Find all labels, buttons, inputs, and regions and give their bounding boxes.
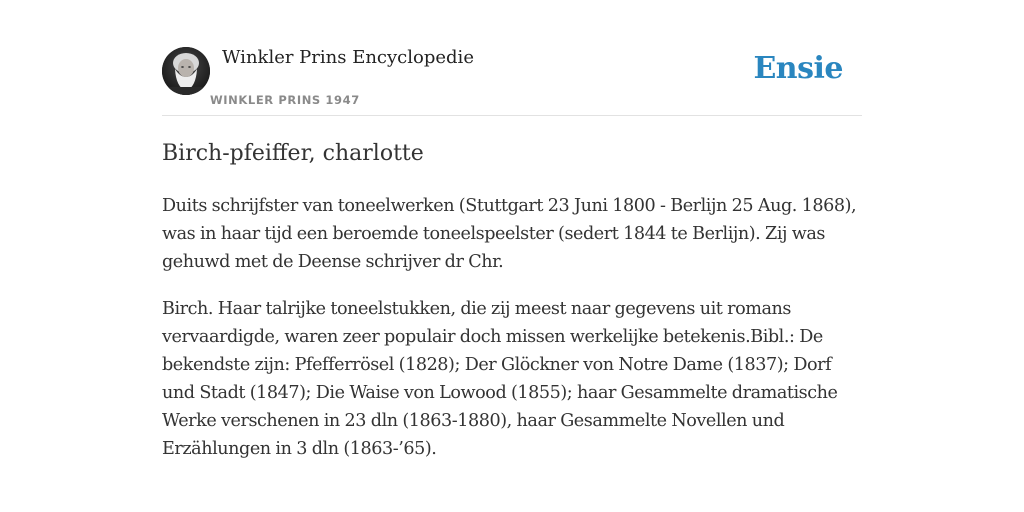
article-paragraph: Duits schrijfster van toneelwerken (Stuttgart 23 Juni 1800 - Berlijn 25 Aug. 1868), was in haar tijd een beroemde toneelspeelster (sedert 1844 te Berlijn). Zij was gehuwd met de Deense schrijver dr Chr. — [162, 196, 857, 272]
brand-logo[interactable]: Ensie — [753, 51, 843, 86]
source-label[interactable]: WINKLER PRINS 1947 — [210, 93, 360, 107]
page-title: Birch-pfeiffer, charlotte — [162, 141, 424, 166]
page — [162, 0, 862, 512]
avatar[interactable] — [162, 47, 210, 95]
site-title[interactable]: Winkler Prins Encyclopedie — [222, 47, 474, 68]
header — [162, 0, 862, 116]
article-paragraph: Birch. Haar talrijke toneelstukken, die zij meest naar gegevens uit romans vervaardigde, waren zeer populair doch missen werkelijke betekenis.Bibl.: De bekendste zijn: Pfefferrösel (1828); Der Glöckner von Notre Dame (1837); Dorf und Stadt (1847); Die Waise von Lowood (1855); haar Gesammelte dramatische Werke verschenen in 23 dln (1863-1880), haar Gesammelte Novellen und Erzählungen in 3 dln (1863-’65). — [162, 299, 838, 459]
portrait-photo-icon — [162, 47, 210, 95]
